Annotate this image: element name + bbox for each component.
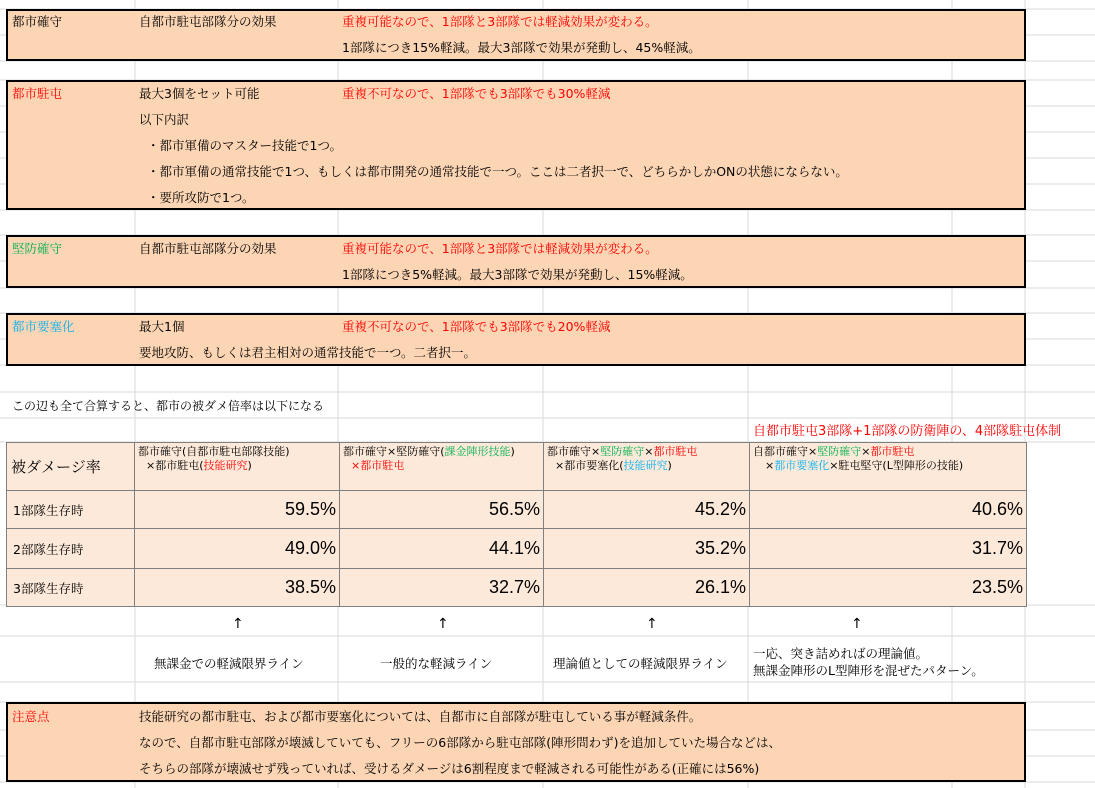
- table-header: 自都市確守×堅防確守×都市駐屯 ×都市要塞化×駐屯堅守(L型陣形の技能): [750, 443, 1027, 491]
- section-name: 都市要塞化: [12, 319, 75, 334]
- arrow-up-icon: ↑: [232, 616, 244, 632]
- cell-value: 49.0%: [135, 529, 340, 569]
- section-name: 注意点: [12, 709, 50, 724]
- arrow-up-icon: ↑: [437, 616, 449, 632]
- section-desc: 自都市駐屯部隊分の効果: [139, 14, 277, 29]
- cell-value: 23.5%: [750, 569, 1027, 607]
- cell-value: 38.5%: [135, 569, 340, 607]
- section-line: 要地攻防、もしくは君主相対の通常技能で一つ。二者択一。: [139, 345, 477, 360]
- row-label: 2部隊生存時: [7, 529, 135, 569]
- caption: 無課金陣形のL型陣形を混ぜたパターン。: [753, 663, 984, 678]
- section-name: 都市確守: [12, 14, 63, 29]
- table-header: 都市確守(自都市駐屯部隊技能) ×都市駐屯(技能研究): [135, 443, 340, 491]
- section-line: ・都市軍備の通常技能で1つ、もしくは都市開発の通常技能で一つ。ここは二者択一で、どちらかしかONの状態にならない。: [147, 164, 848, 179]
- caption: 一般的な軽減ライン: [380, 656, 493, 671]
- row-label: 1部隊生存時: [7, 491, 135, 529]
- caution-line: なので、自都市駐屯部隊が壊滅していても、フリーの6部隊から駐屯部隊(陣形問わず)を追加していた場合などは、: [139, 735, 781, 750]
- caution-line: そちらの部隊が壊滅せず残っていれば、受けるダメージは6割程度まで軽減される可能性がある(正確には56%): [139, 761, 760, 776]
- cell-value: 45.2%: [544, 491, 750, 529]
- section-note: 1部隊につき15%軽減。最大3部隊で効果が発動し、45%軽減。: [342, 40, 701, 55]
- table-row: [7, 569, 1027, 607]
- section-note: 重複不可なので、1部隊でも3部隊でも30%軽減: [342, 86, 611, 101]
- cell-value: 59.5%: [135, 491, 340, 529]
- section-note: 1部隊につき5%軽減。最大3部隊で効果が発動し、15%軽減。: [342, 267, 693, 282]
- cell-value: 31.7%: [750, 529, 1027, 569]
- section-note: 重複可能なので、1部隊と3部隊では軽減効果が変わる。: [342, 14, 658, 29]
- summary-text: この辺も全て合算すると、都市の被ダメ倍率は以下になる: [12, 399, 325, 413]
- section-line: 以下内訳: [139, 112, 190, 127]
- row-label: 3部隊生存時: [7, 569, 135, 607]
- caution-line: 技能研究の都市駐屯、および都市要塞化については、自都市に自部隊が駐屯している事が軽減条件。: [139, 709, 702, 724]
- cell-value: 26.1%: [544, 569, 750, 607]
- cell-value: 44.1%: [340, 529, 544, 569]
- arrow-up-icon: ↑: [646, 616, 658, 632]
- section-note: 重複可能なので、1部隊と3部隊では軽減効果が変わる。: [342, 241, 658, 256]
- table-corner: 被ダメージ率: [7, 443, 135, 491]
- cell-value: 35.2%: [544, 529, 750, 569]
- table-row: [7, 529, 1027, 569]
- section-name: 都市駐屯: [12, 86, 63, 101]
- caption: 一応、突き詰めればの理論値。: [753, 646, 929, 661]
- table-row: [7, 491, 1027, 529]
- arrow-up-icon: ↑: [851, 616, 863, 632]
- cell-value: 32.7%: [340, 569, 544, 607]
- section-desc: 最大1個: [139, 319, 185, 334]
- section-desc: 最大3個をセット可能: [139, 86, 260, 101]
- cell-value: 56.5%: [340, 491, 544, 529]
- top-note: 自都市駐屯3部隊+1部隊の防衛陣の、4部隊駐屯体制: [753, 424, 1062, 439]
- caption: 無課金での軽減限界ライン: [154, 656, 304, 671]
- table-header: 都市確守×堅防確守×都市駐屯 ×都市要塞化(技能研究): [544, 443, 750, 491]
- section-line: ・要所攻防で1つ。: [147, 190, 255, 205]
- table-header: 都市確守×堅防確守(課金陣形技能) ×都市駐屯: [340, 443, 544, 491]
- section-name: 堅防確守: [12, 241, 63, 256]
- section-desc: 自都市駐屯部隊分の効果: [139, 241, 277, 256]
- section-line: ・都市軍備のマスター技能で1つ。: [147, 138, 342, 153]
- caption: 理論値としての軽減限界ライン: [553, 656, 728, 671]
- cell-value: 40.6%: [750, 491, 1027, 529]
- section-note: 重複不可なので、1部隊でも3部隊でも20%軽減: [342, 319, 611, 334]
- damage-table: [6, 442, 1027, 607]
